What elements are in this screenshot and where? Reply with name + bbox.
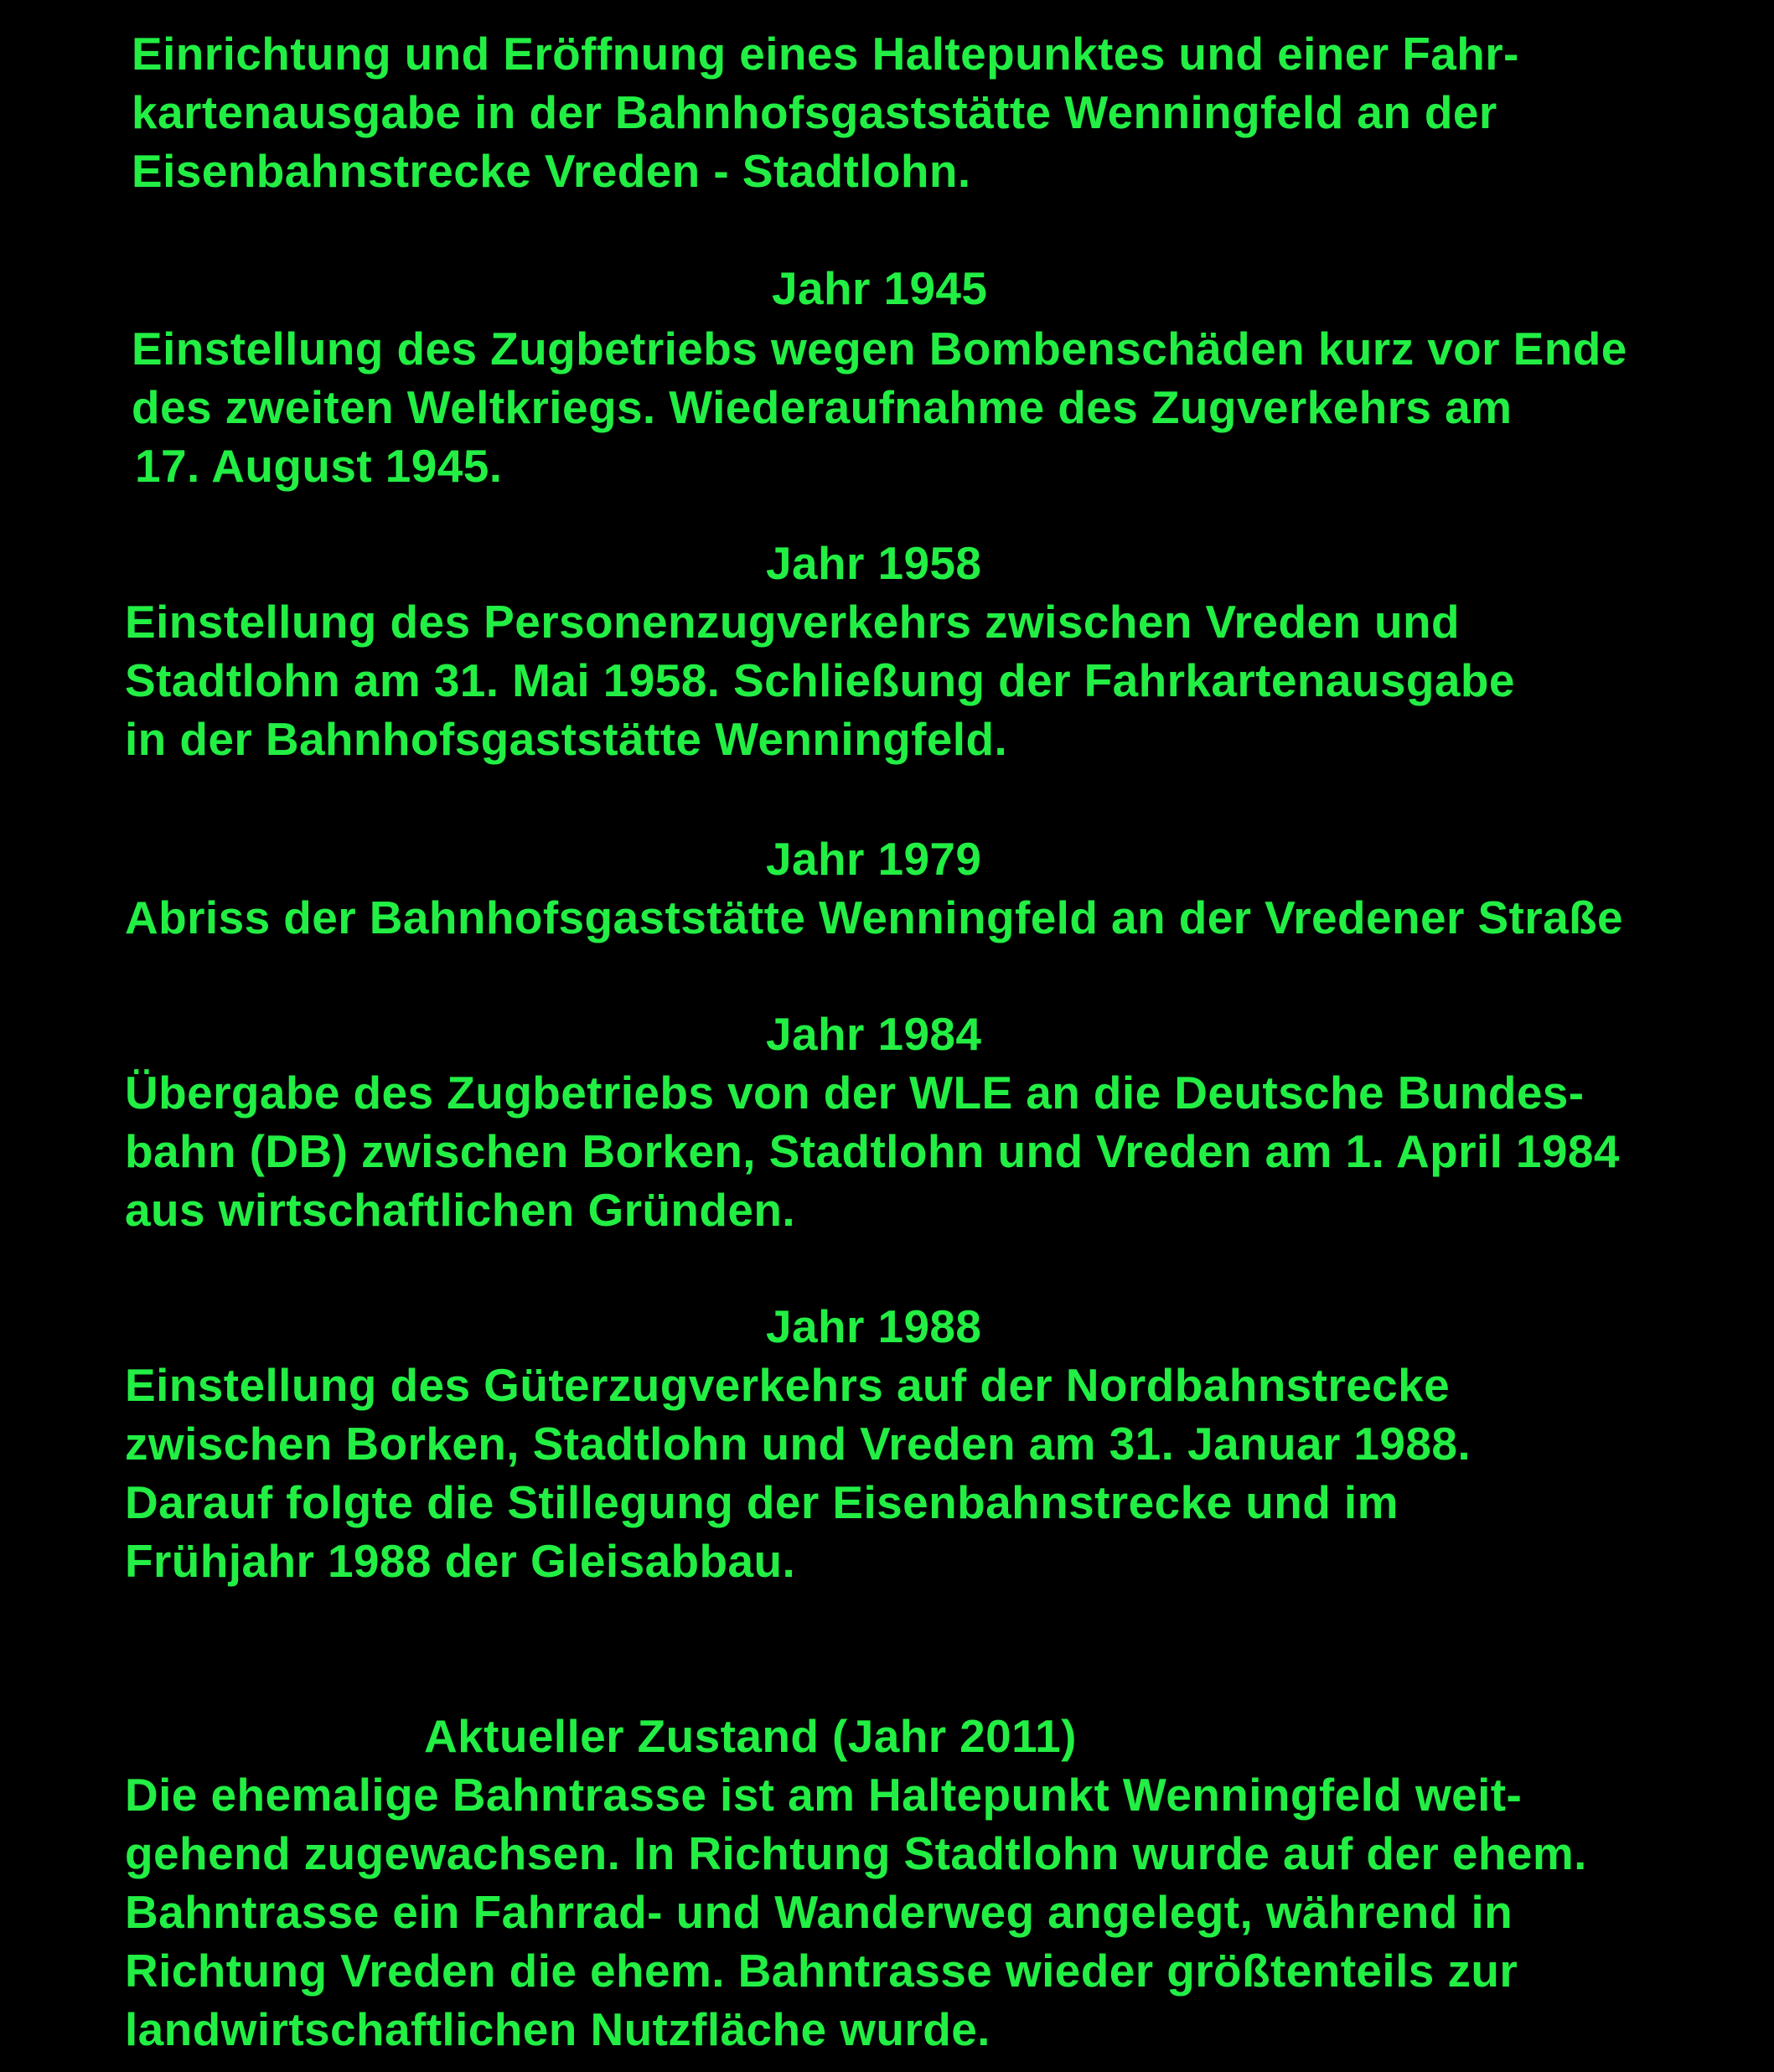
section-heading-2011: Aktueller Zustand (Jahr 2011) [424, 1710, 1077, 1762]
section-2011-line-1: Die ehemalige Bahntrasse ist am Haltepunkt Wenningfeld weit- [125, 1769, 1523, 1821]
section-heading-1979: Jahr 1979 [766, 833, 982, 885]
section-1958-line-2: Stadtlohn am 31. Mai 1958. Schließung der Fahrkartenausgabe [125, 654, 1515, 706]
section-1984-line-2: bahn (DB) zwischen Borken, Stadtlohn und Vreden am 1. April 1984 [125, 1125, 1620, 1177]
section-1988-line-2: zwischen Borken, Stadtlohn und Vreden am 31. Januar 1988. [125, 1418, 1471, 1470]
section-2011-line-2: gehend zugewachsen. In Richtung Stadtlohn wurde auf der ehem. [125, 1827, 1587, 1879]
section-1988-line-4: Frühjahr 1988 der Gleisabbau. [125, 1535, 796, 1587]
section-1988-line-1: Einstellung des Güterzugverkehrs auf der Nordbahnstrecke [125, 1359, 1451, 1411]
section-1979-line-1: Abriss der Bahnhofsgaststätte Wenningfeld an der Vredener Straße [125, 891, 1624, 943]
section-1945-line-2: des zweiten Weltkriegs. Wiederaufnahme des Zugverkehrs am [132, 381, 1513, 433]
section-heading-1988: Jahr 1988 [766, 1300, 982, 1352]
section-heading-1984: Jahr 1984 [766, 1008, 982, 1060]
intro-line-2: kartenausgabe in der Bahnhofsgaststätte Wenningfeld an der [132, 86, 1497, 138]
section-heading-1958: Jahr 1958 [766, 537, 982, 589]
section-heading-1945: Jahr 1945 [772, 262, 988, 314]
intro-line-1: Einrichtung und Eröffnung eines Haltepunktes und einer Fahr- [132, 28, 1519, 80]
section-1984-line-3: aus wirtschaftlichen Gründen. [125, 1184, 796, 1236]
section-1945-line-3: 17. August 1945. [135, 440, 503, 492]
section-2011-line-3: Bahntrasse ein Fahrrad- und Wanderweg angelegt, während in [125, 1886, 1513, 1938]
section-1945-line-1: Einstellung des Zugbetriebs wegen Bombenschäden kurz vor Ende [132, 323, 1627, 375]
section-1958-line-3: in der Bahnhofsgaststätte Wenningfeld. [125, 713, 1008, 765]
section-2011-line-4: Richtung Vreden die ehem. Bahntrasse wieder größtenteils zur [125, 1945, 1518, 1997]
section-1958-line-1: Einstellung des Personenzugverkehrs zwischen Vreden und [125, 596, 1460, 648]
section-1988-line-3: Darauf folgte die Stillegung der Eisenbahnstrecke und im [125, 1476, 1399, 1528]
section-2011-line-5: landwirtschaftlichen Nutzfläche wurde. [125, 2003, 990, 2055]
intro-line-3: Eisenbahnstrecke Vreden - Stadtlohn. [132, 145, 971, 197]
section-1984-line-1: Übergabe des Zugbetriebs von der WLE an die Deutsche Bundes- [125, 1067, 1585, 1119]
